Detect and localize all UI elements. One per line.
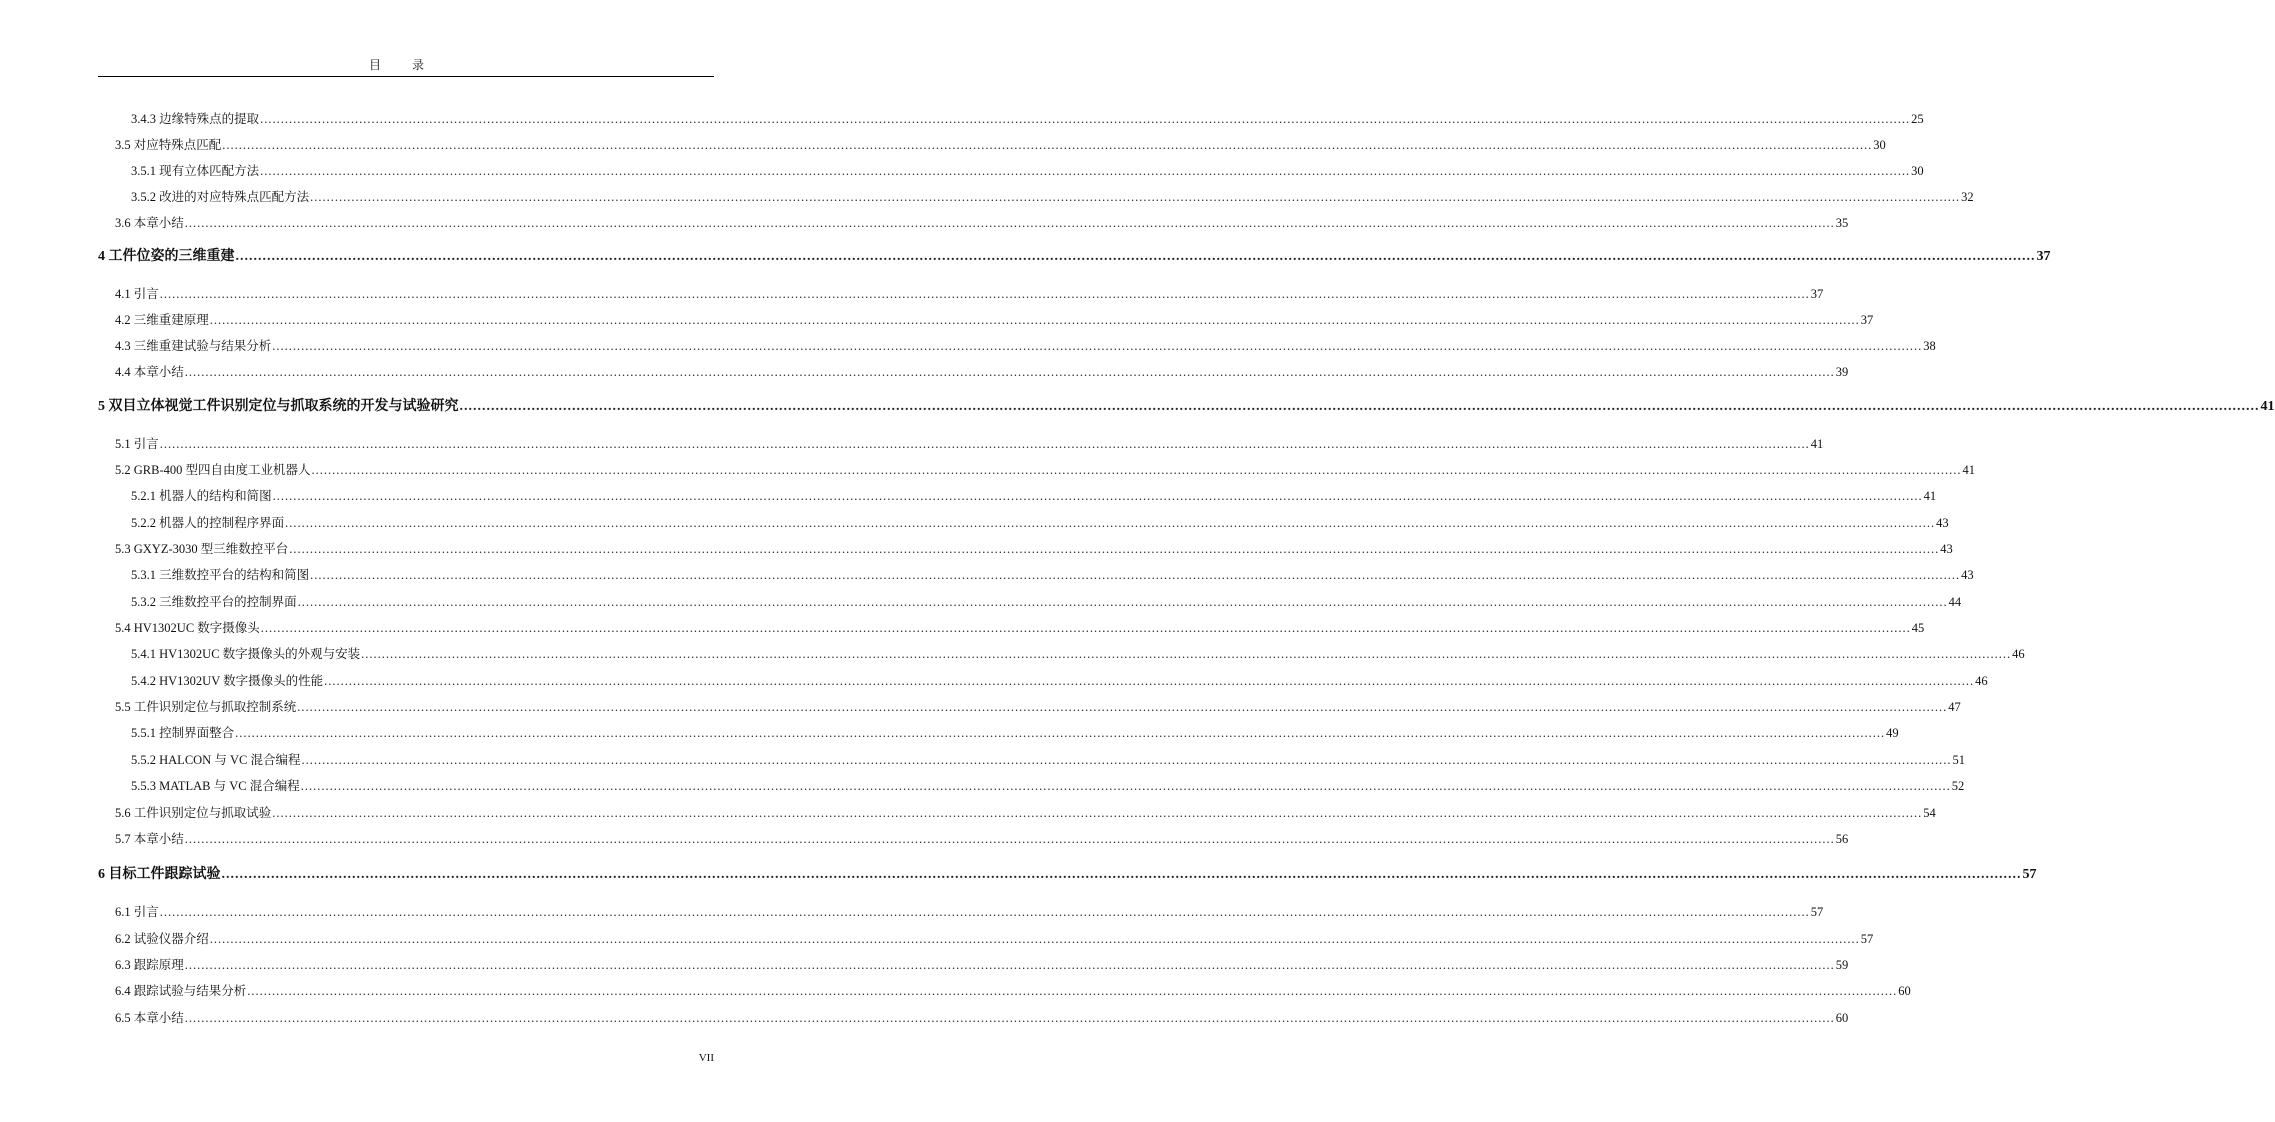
toc-entry-title: 5.2.1 机器人的结构和简图: [131, 489, 272, 503]
toc-entry-page: 39: [1835, 365, 1849, 379]
toc-entry[interactable]: [115, 286, 1824, 302]
toc-dot-leader: ................................................................................................................................................................................................................................................................................................................................................................................................................: [221, 867, 2022, 882]
toc-entry-title: 5.4 HV1302UC 数字摄像头: [115, 621, 260, 635]
toc-dot-leader: ................................................................................................................................................................................................................................................................................................................................................................................................................: [159, 287, 1810, 301]
toc-dot-leader: ................................................................................................................................................................................................................................................................................................................................................................................................................: [184, 832, 1835, 846]
toc-entry-page: 57: [2022, 867, 2037, 882]
toc-entry-title: 5.4.1 HV1302UC 数字摄像头的外观与安装: [131, 647, 361, 661]
toc-dot-leader: ................................................................................................................................................................................................................................................................................................................................................................................................................: [310, 568, 1961, 582]
toc-entry-page: 43: [1936, 516, 1949, 530]
toc-entry-title: 5.4.2 HV1302UV 数字摄像头的性能: [131, 674, 324, 688]
toc-entry[interactable]: [115, 364, 1849, 380]
toc-dot-leader: ................................................................................................................................................................................................................................................................................................................................................................................................................: [272, 339, 1923, 353]
toc-entry-page: 44: [1948, 595, 1962, 609]
toc-entry[interactable]: [131, 594, 1962, 610]
toc-dot-leader: ................................................................................................................................................................................................................................................................................................................................................................................................................: [247, 984, 1898, 998]
toc-entry-page: 37: [2036, 249, 2051, 264]
toc-entry-page: 59: [1835, 958, 1849, 972]
toc-dot-leader: ................................................................................................................................................................................................................................................................................................................................................................................................................: [209, 313, 1860, 327]
toc-dot-leader: ................................................................................................................................................................................................................................................................................................................................................................................................................: [184, 1011, 1835, 1025]
toc-entry-page: 25: [1911, 112, 1924, 126]
toc-entry[interactable]: [131, 488, 1937, 504]
toc-entry[interactable]: [115, 312, 1874, 328]
toc-dot-leader: ................................................................................................................................................................................................................................................................................................................................................................................................................: [260, 112, 1911, 126]
toc-entry-title: 4.3 三维重建试验与结果分析: [115, 339, 272, 353]
toc-dot-leader: ................................................................................................................................................................................................................................................................................................................................................................................................................: [260, 164, 1911, 178]
toc-dot-leader: ................................................................................................................................................................................................................................................................................................................................................................................................................: [297, 700, 1948, 714]
toc-entry-page: 30: [1911, 164, 1924, 178]
toc-entry-title: 5.5.2 HALCON 与 VC 混合编程: [131, 753, 301, 767]
toc-dot-leader: ................................................................................................................................................................................................................................................................................................................................................................................................................: [260, 621, 1911, 635]
toc-dot-leader: ................................................................................................................................................................................................................................................................................................................................................................................................................: [311, 463, 1962, 477]
toc-dot-leader: ................................................................................................................................................................................................................................................................................................................................................................................................................: [297, 595, 1948, 609]
toc-dot-leader: ................................................................................................................................................................................................................................................................................................................................................................................................................: [272, 489, 1923, 503]
toc-entry[interactable]: [131, 725, 1899, 741]
toc-chapter-entry[interactable]: [98, 398, 2275, 416]
toc-dot-leader: ................................................................................................................................................................................................................................................................................................................................................................................................................: [272, 806, 1923, 820]
toc-entry-title: 5.2.2 机器人的控制程序界面: [131, 516, 285, 530]
toc-dot-leader: ................................................................................................................................................................................................................................................................................................................................................................................................................: [184, 958, 1835, 972]
toc-entry[interactable]: [115, 215, 1849, 231]
toc-entry-page: 52: [1951, 779, 1965, 793]
toc-entry-page: 47: [1948, 700, 1961, 714]
toc-entry[interactable]: [115, 462, 1975, 478]
toc-dot-leader: ................................................................................................................................................................................................................................................................................................................................................................................................................: [184, 216, 1835, 230]
toc-entry-page: 30: [1873, 138, 1886, 152]
toc-entry-title: 5 双目立体视觉工件识别定位与抓取系统的开发与试验研究: [98, 399, 459, 414]
toc-entry-page: 32: [1961, 190, 1974, 204]
toc-entry-title: 5.3.2 三维数控平台的控制界面: [131, 595, 297, 609]
toc-entry-page: 60: [1898, 984, 1911, 998]
toc-entry-page: 35: [1835, 216, 1849, 230]
header-rule: [98, 76, 714, 77]
toc-entry-page: 46: [2012, 647, 2025, 661]
toc-entry-title: 5.6 工件识别定位与抓取试验: [115, 806, 272, 820]
header-title: 目 录: [368, 58, 438, 72]
toc-dot-leader: ................................................................................................................................................................................................................................................................................................................................................................................................................: [235, 249, 2036, 264]
toc-entry-title: 5.5.1 控制界面整合: [131, 726, 235, 740]
toc-entry[interactable]: [115, 620, 1925, 636]
toc-entry[interactable]: [115, 1010, 1849, 1026]
toc-entry-title: 4 工件位姿的三维重建: [98, 249, 235, 264]
toc-dot-leader: ................................................................................................................................................................................................................................................................................................................................................................................................................: [285, 516, 1936, 530]
toc-entry-page: 37: [1860, 313, 1874, 327]
toc-entry[interactable]: [115, 957, 1849, 973]
page-number: VII: [698, 1052, 714, 1064]
toc-entry-page: 37: [1810, 287, 1824, 301]
toc-entry[interactable]: [115, 436, 1824, 452]
toc-entry[interactable]: [115, 904, 1824, 920]
toc-chapter-entry[interactable]: [98, 248, 2051, 266]
toc-dot-leader: ................................................................................................................................................................................................................................................................................................................................................................................................................: [184, 365, 1835, 379]
toc-dot-leader: ................................................................................................................................................................................................................................................................................................................................................................................................................: [159, 437, 1810, 451]
toc-entry-title: 3.6 本章小结: [115, 216, 184, 230]
toc-dot-leader: ................................................................................................................................................................................................................................................................................................................................................................................................................: [301, 753, 1952, 767]
toc-entry-page: 60: [1835, 1011, 1849, 1025]
toc-entry-title: 6 目标工件跟踪试验: [98, 867, 221, 882]
toc-entry-title: 6.1 引言: [115, 905, 159, 919]
toc-entry-page: 41: [1810, 437, 1824, 451]
toc-entry-page: 49: [1886, 726, 1899, 740]
toc-entry-page: 41: [1923, 489, 1937, 503]
toc-dot-leader: ................................................................................................................................................................................................................................................................................................................................................................................................................: [300, 779, 1951, 793]
toc-entry[interactable]: [115, 983, 1911, 999]
toc-entry-page: 54: [1923, 806, 1936, 820]
toc-entry-title: 5.5 工件识别定位与抓取控制系统: [115, 700, 297, 714]
toc-dot-leader: ................................................................................................................................................................................................................................................................................................................................................................................................................: [310, 190, 1961, 204]
toc-entry-title: 6.3 跟踪原理: [115, 958, 184, 972]
toc-entry[interactable]: [131, 673, 1988, 689]
toc-entry-title: 5.3.1 三维数控平台的结构和简图: [131, 568, 310, 582]
toc-entry-title: 4.4 本章小结: [115, 365, 184, 379]
toc-entry[interactable]: [115, 699, 1961, 715]
toc-entry[interactable]: [115, 805, 1936, 821]
toc-entry[interactable]: [131, 567, 1974, 583]
toc-entry-page: 57: [1810, 905, 1824, 919]
toc-entry-page: 41: [1962, 463, 1975, 477]
toc-dot-leader: ................................................................................................................................................................................................................................................................................................................................................................................................................: [222, 138, 1873, 152]
toc-entry[interactable]: [115, 541, 1953, 557]
toc-entry-page: 43: [1961, 568, 1974, 582]
toc-entry-page: 57: [1860, 932, 1874, 946]
toc-dot-leader: ................................................................................................................................................................................................................................................................................................................................................................................................................: [235, 726, 1886, 740]
toc-entry[interactable]: [115, 338, 1936, 354]
toc-entry[interactable]: [115, 831, 1849, 847]
toc-dot-leader: ................................................................................................................................................................................................................................................................................................................................................................................................................: [361, 647, 2012, 661]
toc-entry-title: 5.1 引言: [115, 437, 159, 451]
toc-entry-title: 3.4.3 边缘特殊点的提取: [131, 112, 260, 126]
toc-entry-title: 5.5.3 MATLAB 与 VC 混合编程: [131, 779, 300, 793]
toc-entry[interactable]: [115, 931, 1874, 947]
toc-dot-leader: ................................................................................................................................................................................................................................................................................................................................................................................................................: [324, 674, 1975, 688]
toc-dot-leader: ................................................................................................................................................................................................................................................................................................................................................................................................................: [459, 399, 2260, 414]
toc-entry-title: 6.2 试验仪器介绍: [115, 932, 209, 946]
toc-entry-page: 38: [1923, 339, 1936, 353]
toc-entry[interactable]: [131, 163, 1924, 179]
toc-entry-page: 56: [1835, 832, 1849, 846]
toc-entry-page: 46: [1975, 674, 1988, 688]
toc-entry[interactable]: [131, 515, 1949, 531]
toc-entry-title: 5.3 GXYZ-3030 型三维数控平台: [115, 542, 289, 556]
toc-entry-page: 41: [2260, 399, 2275, 414]
toc-entry[interactable]: [115, 137, 1886, 153]
toc-chapter-entry[interactable]: [98, 866, 2037, 884]
toc-entry-title: 4.1 引言: [115, 287, 159, 301]
toc-dot-leader: ................................................................................................................................................................................................................................................................................................................................................................................................................: [209, 932, 1860, 946]
toc-entry-title: 3.5.2 改进的对应特殊点匹配方法: [131, 190, 310, 204]
toc-entry-page: 43: [1940, 542, 1953, 556]
toc-entry-title: 6.5 本章小结: [115, 1011, 184, 1025]
toc-entry-title: 5.2 GRB-400 型四自由度工业机器人: [115, 463, 311, 477]
toc-entry-title: 5.7 本章小结: [115, 832, 184, 846]
toc-entry[interactable]: [131, 189, 1974, 205]
toc-dot-leader: ................................................................................................................................................................................................................................................................................................................................................................................................................: [159, 905, 1810, 919]
toc-entry[interactable]: [131, 646, 2025, 662]
toc-entry-title: 3.5.1 现有立体匹配方法: [131, 164, 260, 178]
toc-entry-page: 45: [1911, 621, 1925, 635]
toc-entry[interactable]: [131, 778, 1965, 794]
toc-dot-leader: ................................................................................................................................................................................................................................................................................................................................................................................................................: [289, 542, 1940, 556]
toc-entry[interactable]: [131, 111, 1924, 127]
toc-entry-title: 3.5 对应特殊点匹配: [115, 138, 222, 152]
toc-entry-page: 51: [1952, 753, 1965, 767]
toc-entry[interactable]: [131, 752, 1965, 768]
toc-entry-title: 4.2 三维重建原理: [115, 313, 209, 327]
toc-entry-title: 6.4 跟踪试验与结果分析: [115, 984, 247, 998]
